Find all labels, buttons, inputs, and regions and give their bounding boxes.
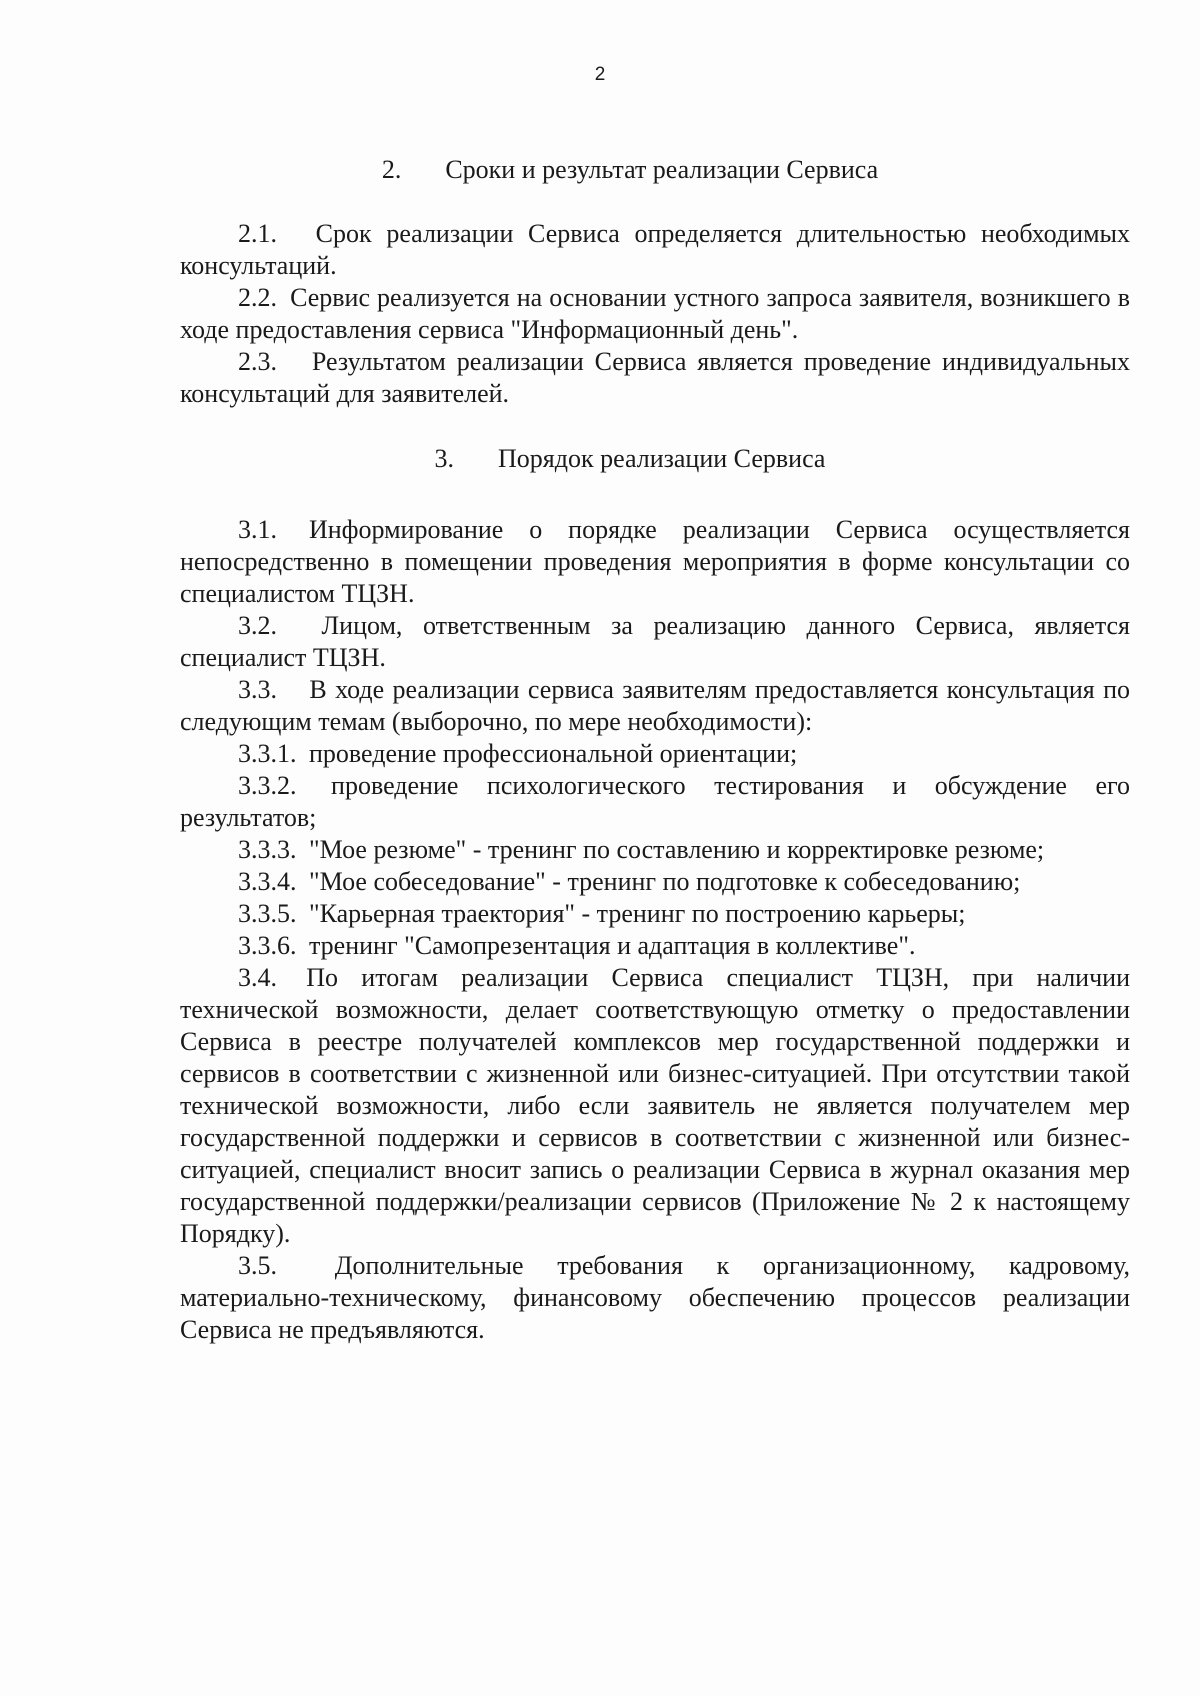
paragraph-text: Информирование о порядке реализации Сервиса осуществляется непосредственно в помещении проведения мероприятия в форме консультации со специалистом ТЦЗН. [180, 515, 1130, 608]
section-3-heading [0, 444, 1200, 474]
paragraph-2-1 [180, 218, 1130, 282]
paragraph-label: 3.3.1. [238, 739, 297, 768]
paragraph-3-3-4 [180, 866, 1130, 898]
paragraph-label: 3.3.6. [238, 931, 297, 960]
paragraph-text: "Карьерная траектория" - тренинг по построению карьеры; [309, 899, 966, 928]
paragraph-3-3-5 [180, 898, 1130, 930]
paragraph-text: Сервис реализуется на основании устного запроса заявителя, возникшего в ходе предоставления сервиса "Информационный день". [180, 283, 1131, 344]
section-3-number: 3. [434, 444, 455, 473]
section-3-body [180, 514, 1130, 1346]
paragraph-label: 3.2. [238, 611, 277, 640]
paragraph-text: "Мое собеседование" - тренинг по подготовке к собеседованию; [309, 867, 1021, 896]
paragraph-text: Результатом реализации Сервиса является проведение индивидуальных консультаций для заявителей. [180, 347, 1131, 408]
paragraph-label: 2.3. [238, 347, 277, 376]
paragraph-label: 3.3.3. [238, 835, 297, 864]
paragraph-text: "Мое резюме" - тренинг по составлению и корректировке резюме; [309, 835, 1045, 864]
paragraph-text: Дополнительные требования к организационному, кадровому, материально-техническому, финансовому обеспечению процессов реализации Сервиса не предъявляются. [180, 1251, 1130, 1344]
paragraph-label: 3.4. [238, 963, 277, 992]
paragraph-label: 3.3. [238, 675, 277, 704]
paragraph-label: 3.1. [238, 515, 277, 544]
paragraph-3-5 [180, 1250, 1130, 1346]
paragraph-label: 2.1. [238, 219, 277, 248]
page-number: 2 [594, 64, 606, 85]
section-2-number: 2. [381, 155, 402, 184]
paragraph-label: 2.2. [238, 283, 277, 312]
section-2-heading [0, 155, 1200, 185]
paragraph-text: тренинг "Самопрезентация и адаптация в коллективе". [309, 931, 916, 960]
paragraph-3-2 [180, 610, 1130, 674]
paragraph-3-1 [180, 514, 1130, 610]
paragraph-label: 3.3.2. [238, 771, 297, 800]
paragraph-text: проведение профессиональной ориентации; [309, 739, 798, 768]
paragraph-text: проведение психологического тестирования и обсуждение его результатов; [180, 771, 1131, 832]
paragraph-3-3-2 [180, 770, 1130, 834]
paragraph-text: По итогам реализации Сервиса специалист ТЦЗН, при наличии технической возможности, делает соответствующую отметку о предоставлении Сервиса в реестре получателей комплексов мер государственной поддержки и сервисов в соответствии с жизненной или бизнес-ситуацией. При отсутствии такой технической возможности, либо если заявитель не является получателем мер государственной поддержки и сервисов в соответствии с жизненной или бизнес-ситуацией, специалист вносит запись о реализации Сервиса в журнал оказания мер государственной поддержки/реализации сервисов (Приложение № 2 к настоящему Порядку). [180, 963, 1130, 1248]
paragraph-label: 3.3.5. [238, 899, 297, 928]
paragraph-text: Лицом, ответственным за реализацию данного Сервиса, является специалист ТЦЗН. [180, 611, 1131, 672]
paragraph-3-3-3 [180, 834, 1130, 866]
paragraph-label: 3.5. [238, 1251, 277, 1280]
paragraph-text: Срок реализации Сервиса определяется длительностью необходимых консультаций. [180, 219, 1130, 280]
section-2-body [180, 218, 1130, 410]
paragraph-3-3 [180, 674, 1130, 738]
paragraph-3-4 [180, 962, 1130, 1250]
paragraph-text: В ходе реализации сервиса заявителям предоставляется консультация по следующим темам (выборочно, по мере необходимости): [180, 675, 1130, 736]
paragraph-3-3-6 [180, 930, 1130, 962]
paragraph-2-3 [180, 346, 1130, 410]
paragraph-label: 3.3.4. [238, 867, 297, 896]
section-3-title: Порядок реализации Сервиса [498, 444, 826, 473]
paragraph-2-2 [180, 282, 1130, 346]
section-2-title: Сроки и результат реализации Сервиса [445, 155, 879, 184]
paragraph-3-3-1 [180, 738, 1130, 770]
